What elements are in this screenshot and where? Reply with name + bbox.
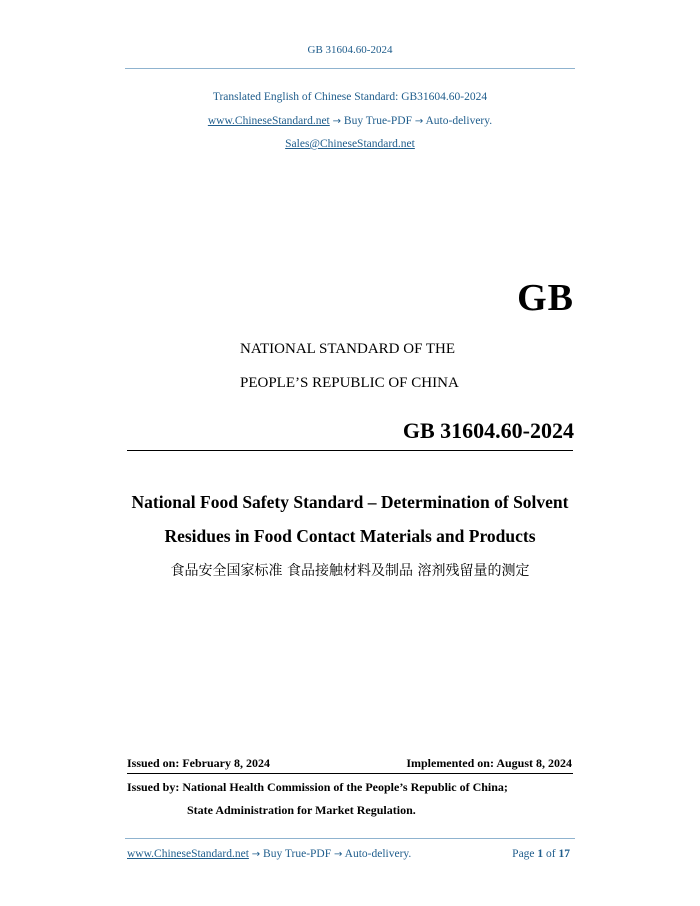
issued-by-line-1: Issued by: National Health Commission of the People’s Republic of China; — [127, 780, 508, 794]
email-link[interactable]: Sales@ChineseStandard.net — [285, 138, 415, 150]
implemented-on-date: Implemented on: August 8, 2024 — [406, 756, 572, 770]
translation-notice: Translated English of Chinese Standard: GB31604.60-2024 — [212, 91, 488, 103]
document-title-line-2: Residues in Food Contact Materials and Products — [164, 526, 536, 546]
page-of-label: of — [546, 848, 556, 860]
arrow-right-icon: → — [334, 849, 343, 860]
email-line — [0, 138, 700, 150]
arrow-right-icon: → — [414, 116, 424, 127]
gb-logo: GB — [517, 277, 574, 319]
buy-true-pdf-text: Buy True-PDF — [343, 115, 412, 127]
site-link[interactable]: www.ChineseStandard.net — [207, 115, 330, 127]
standard-number: GB 31604.60-2024 — [402, 418, 574, 443]
national-standard-line-2: PEOPLE’S REPUBLIC OF CHINA — [240, 375, 459, 391]
document-title-chinese: 食品安全国家标准 食品接触材料及制品 溶剂残留量的测定 — [170, 563, 530, 579]
issued-by-line-2: State Administration for Market Regulation. — [187, 803, 416, 817]
page-indicator — [512, 848, 570, 860]
issued-on-date: Issued on: February 8, 2024 — [127, 756, 271, 770]
issuance-divider — [127, 773, 573, 774]
document-title-line-1: National Food Safety Standard – Determination of Solvent — [131, 492, 569, 512]
page-current: 1 — [537, 848, 544, 860]
footer-auto-delivery-text: Auto-delivery. — [344, 848, 412, 860]
arrow-right-icon: → — [251, 849, 261, 860]
auto-delivery-text: Auto-delivery. — [425, 115, 493, 127]
footer-divider — [125, 838, 575, 839]
footer-buy-true-pdf-text: Buy True-PDF — [263, 848, 332, 860]
page-label: Page — [512, 848, 535, 860]
purchase-line — [0, 115, 700, 127]
arrow-right-icon: → — [332, 116, 342, 127]
national-standard-line-1: NATIONAL STANDARD OF THE — [240, 341, 456, 357]
running-header-code: GB 31604.60-2024 — [307, 44, 393, 56]
standard-number-divider — [127, 450, 573, 451]
header-divider — [125, 68, 575, 69]
footer-site-link[interactable]: www.ChineseStandard.net — [127, 848, 249, 860]
footer-purchase-line — [127, 848, 411, 860]
page-total: 17 — [558, 848, 570, 860]
